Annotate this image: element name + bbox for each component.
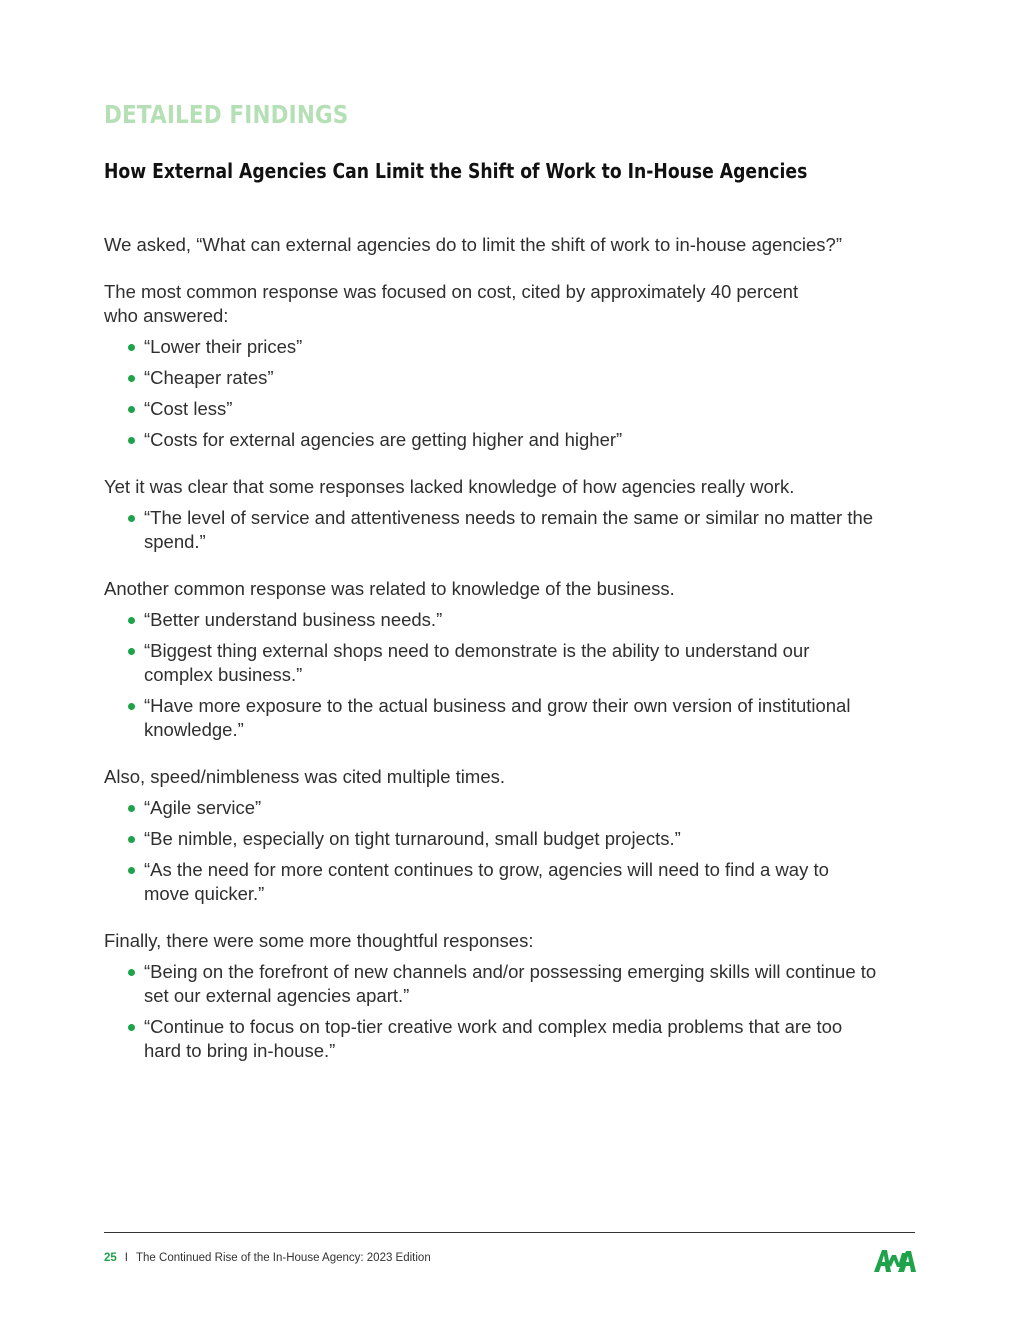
footer-divider	[104, 1232, 915, 1233]
list-item: “Agile service”	[144, 796, 874, 820]
speed-quotes-list	[104, 796, 874, 906]
list-item: “Biggest thing external shops need to demonstrate is the ability to understand our complex business.”	[144, 639, 844, 687]
list-item: “Lower their prices”	[144, 335, 904, 359]
cost-intro-paragraph: The most common response was focused on cost, cited by approximately 40 percent who answered:	[104, 281, 799, 326]
thoughtful-intro-paragraph: Finally, there were some more thoughtful responses:	[104, 930, 534, 951]
list-item: “Have more exposure to the actual business and grow their own version of institutional knowledge.”	[144, 694, 884, 742]
list-item: “Continue to focus on top-tier creative work and complex media problems that are too hard to bring in-house.”	[144, 1016, 843, 1061]
list-item: “Better understand business needs.”	[144, 608, 884, 632]
list-item: “Cheaper rates”	[144, 366, 904, 390]
list-item: “Cost less”	[144, 397, 904, 421]
list-item: “Be nimble, especially on tight turnaround, small budget projects.”	[144, 827, 874, 851]
thoughtful-quotes-list	[104, 960, 889, 1063]
page-title: How External Agencies Can Limit the Shift of Work to In-House Agencies	[104, 159, 808, 183]
intro-paragraph: We asked, “What can external agencies do to limit the shift of work to in-house agencies?”	[104, 234, 842, 255]
knowledge-gap-quotes-list	[104, 506, 874, 554]
section-label: DETAILED FINDINGS	[104, 100, 349, 129]
list-item: “Costs for external agencies are getting higher and higher”	[144, 428, 904, 452]
page-number: 25	[104, 1252, 117, 1264]
body-text	[104, 233, 904, 1063]
list-item: “The level of service and attentiveness needs to remain the same or similar no matter the spend.”	[144, 507, 874, 552]
business-quotes-list	[104, 608, 884, 742]
ana-logo-icon	[873, 1245, 917, 1273]
speed-intro-paragraph: Also, speed/nimbleness was cited multiple times.	[104, 766, 506, 787]
list-item: “Being on the forefront of new channels and/or possessing emerging skills will continue to set our external agencies apart.”	[144, 960, 889, 1008]
list-item: “As the need for more content continues to grow, agencies will need to find a way to move quicker.”	[144, 858, 874, 906]
page-footer	[104, 1252, 431, 1264]
footer-separator: I	[124, 1252, 128, 1264]
page-content	[104, 100, 904, 1086]
document-title: The Continued Rise of the In-House Agency: 2023 Edition	[136, 1252, 431, 1264]
knowledge-gap-paragraph: Yet it was clear that some responses lacked knowledge of how agencies really work.	[104, 476, 795, 497]
business-intro-paragraph: Another common response was related to knowledge of the business.	[104, 578, 675, 599]
cost-quotes-list	[104, 335, 904, 452]
